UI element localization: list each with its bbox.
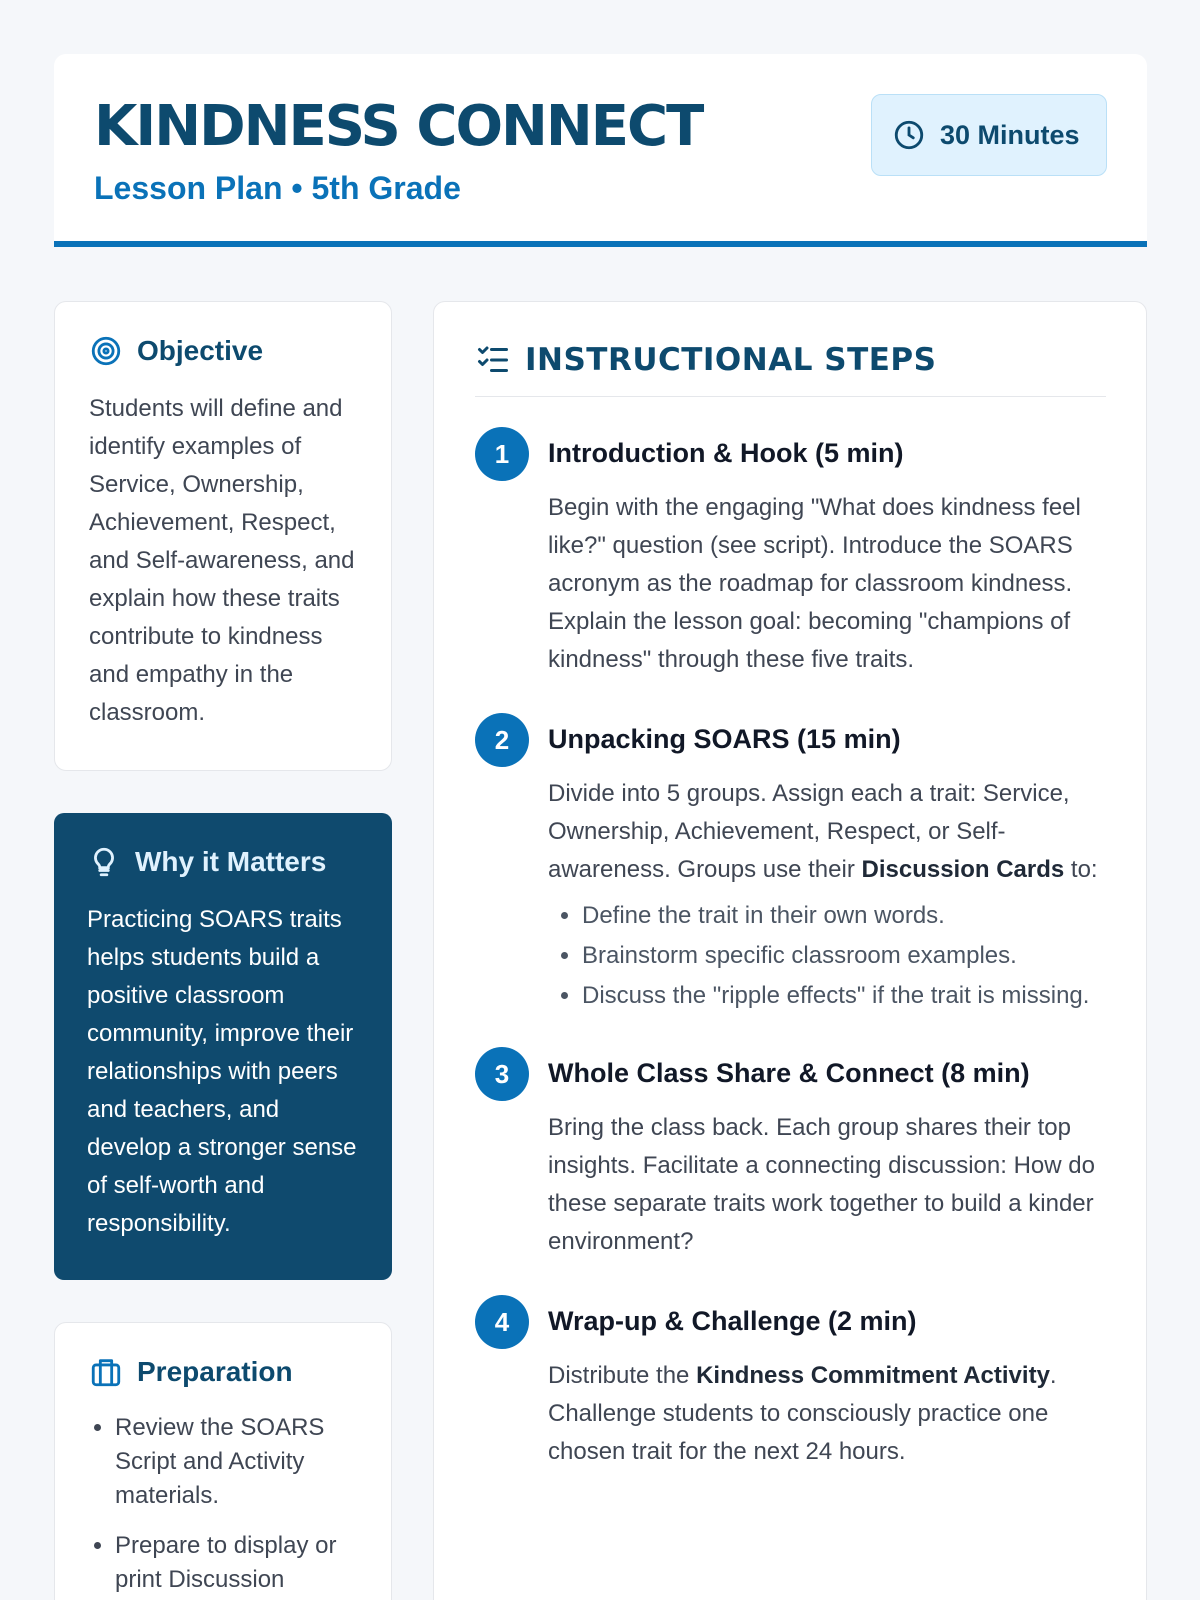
list-item: • Define the trait in their own words. (582, 899, 1106, 933)
objective-title: Objective (137, 335, 264, 366)
target-icon (89, 334, 123, 368)
commitment-activity-emphasis: Kindness Commitment Activity (696, 1362, 1050, 1389)
step-title: Unpacking SOARS (15 min) (548, 724, 901, 754)
objective-text: Students will define and identify examples of Service, Ownership, Achievement, Respect, and Self-awareness, and explain how these traits contribute to kindness and empathy in the classroom. (89, 395, 355, 726)
why-it-matters-card (54, 813, 392, 1280)
checklist-icon (475, 342, 511, 378)
lightbulb-icon (87, 845, 121, 879)
duration-label: 30 Minutes (940, 119, 1080, 150)
list-item: • Discuss the "ripple effects" if the trait is missing. (582, 979, 1106, 1013)
discussion-cards-emphasis: Discussion Cards (861, 856, 1065, 883)
why-title: Why it Matters (135, 846, 327, 877)
steps-heading (475, 342, 1106, 397)
preparation-list (89, 1411, 365, 1597)
step-title: Wrap-up & Challenge (2 min) (548, 1306, 917, 1336)
step-text: Divide into 5 groups. Assign each a trait: Service, Ownership, Achievement, Respect, or Self-awareness. Groups use their Discussion Cards to: (548, 780, 1098, 883)
objective-card (54, 301, 392, 771)
step-3 (475, 1053, 1106, 1261)
preparation-title: Preparation (137, 1356, 293, 1387)
step-number: 2 (475, 713, 529, 767)
objective-heading (89, 334, 361, 368)
step-2 (475, 719, 1106, 1013)
steps-title: INSTRUCTIONAL STEPS (525, 342, 937, 378)
step-text: Bring the class back. Each group shares their top insights. Facilitate a connecting discussion: How do these separate traits work together to build a kinder environment? (548, 1114, 1095, 1255)
page-title: KINDNESS CONNECT (94, 94, 703, 159)
preparation-heading (89, 1355, 365, 1389)
step-number: 1 (475, 427, 529, 481)
step-1 (475, 433, 1106, 679)
page-subtitle: Lesson Plan • 5th Grade (94, 170, 461, 206)
step-bullets (548, 899, 1106, 1013)
list-item: • Review the SOARS Script and Activity materials. (115, 1411, 365, 1513)
step-number: 3 (475, 1047, 529, 1101)
briefcase-icon (89, 1355, 123, 1389)
lesson-header (54, 54, 1147, 247)
list-item: • Brainstorm specific classroom examples. (582, 939, 1106, 973)
list-item: • Prepare to display or print Discussion (115, 1529, 365, 1597)
why-heading (87, 845, 364, 879)
step-text: Distribute the Kindness Commitment Activity. Challenge students to consciously practice one chosen trait for the next 24 hours. (548, 1362, 1057, 1465)
step-title: Introduction & Hook (5 min) (548, 438, 904, 468)
step-4 (475, 1301, 1106, 1471)
clock-icon (892, 118, 926, 152)
step-number: 4 (475, 1295, 529, 1349)
preparation-card (54, 1322, 392, 1600)
why-text: Practicing SOARS traits helps students build a positive classroom community, improve their relationships with peers and teachers, and develop a stronger sense of self-worth and responsibility. (87, 906, 357, 1237)
step-text: Begin with the engaging "What does kindness feel like?" question (see script). Introduce the SOARS acronym as the roadmap for classroom kindness. Explain the lesson goal: becoming "champions of kindness" through these five traits. (548, 494, 1081, 673)
duration-badge (871, 94, 1107, 176)
step-title: Whole Class Share & Connect (8 min) (548, 1058, 1030, 1088)
instructional-steps-card (433, 301, 1147, 1600)
